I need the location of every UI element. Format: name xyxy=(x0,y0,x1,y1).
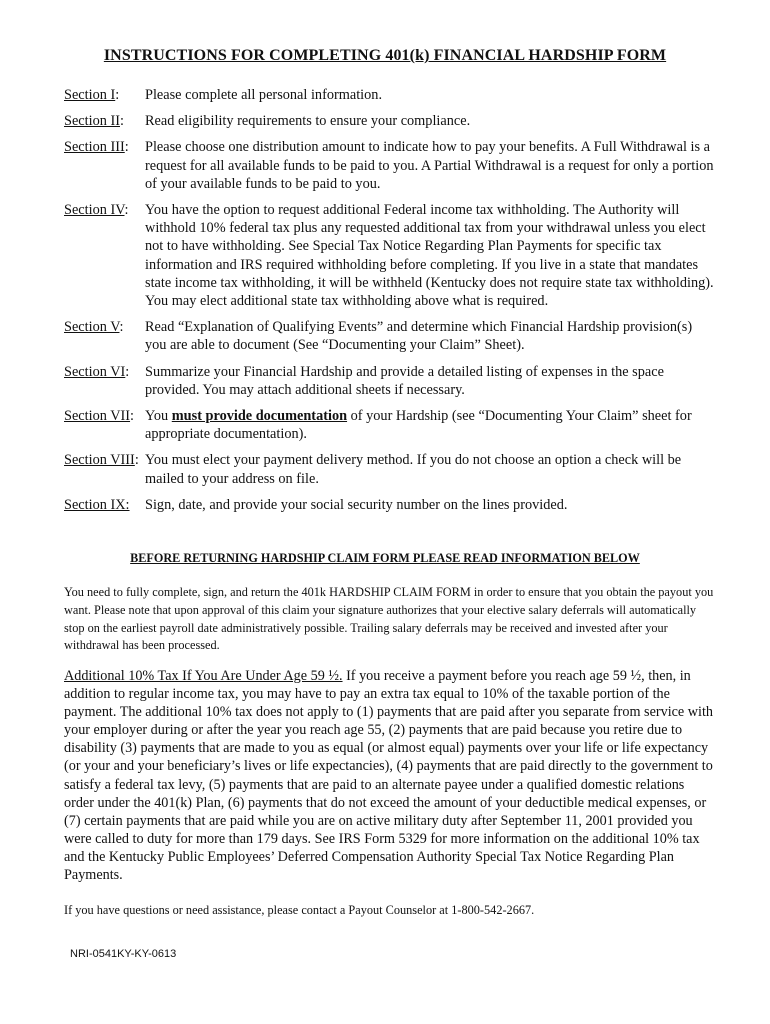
section-text: Please complete all personal information. xyxy=(145,87,383,103)
section-text: Sign, date, and provide your social security number on the lines provided. xyxy=(145,496,568,513)
section-text: Summarize your Financial Hardship and provide a detailed listing of expenses in the space provided. You may attach additional sheets if necessary. xyxy=(145,363,664,398)
section-label: Section IX: xyxy=(64,496,130,513)
section-label: Section VII: xyxy=(64,408,135,425)
contact-paragraph: If you have questions or need assistance, please contact a Payout Counselor at 1-800-542-2667. xyxy=(64,903,535,917)
section-8 xyxy=(64,451,714,487)
section-label: Section V: xyxy=(64,319,124,336)
info-subheading: BEFORE RETURNING HARDSHIP CLAIM FORM PLEASE READ INFORMATION BELOW xyxy=(130,551,640,565)
additional-tax-body: If you receive a payment before you reach age 59 ½, then, in addition to regular income tax, you may have to pay an extra tax equal to 10% of the taxable portion of the payment. The additional 10% tax does not apply to (1) payments that are paid after you separate from service with your employer during or after the year you reach age 55, (2) payments that are paid because you retire due to disability (3) payments that are made to you as equal (or almost equal) payments over your life or life expectancy (or your and your beneficiary’s lives or life expectancies), (4) payments that are paid directly to the government to satisfy a federal tax levy, (5) payments that are paid to an alternate payee under a qualified domestic relations order under the 401(k) Plan, (6) payments that do not exceed the amount of your deductible medical expenses, or (7) certain payments that are paid while you are on active military duty after September 11, 2001 provided you were called to duty for more than 179 days. See IRS Form 5329 for more information on the additional 10% tax and the Kentucky Public Employees’ Deferred Compensation Authority Special Tax Notice Regarding Plan Payments. xyxy=(64,668,714,884)
section-list xyxy=(64,86,714,522)
section-text: Read eligibility requirements to ensure your compliance. xyxy=(145,113,471,130)
section-2 xyxy=(64,112,714,130)
additional-tax-paragraph xyxy=(64,667,714,884)
section-5 xyxy=(64,318,714,354)
return-form-paragraph: You need to fully complete, sign, and return the 401k HARDSHIP CLAIM FORM in order to ensure that you obtain the payout you want. Please note that upon approval of this claim your signature authorizes that your elective salary deferrals will automatically stop on the earliest payroll date administratively possible. Trailing salary deferrals may be received and invested after your withdrawal has been processed. xyxy=(64,585,714,653)
section-1 xyxy=(64,86,714,104)
section-label: Section IV: xyxy=(64,202,129,219)
section-text: You have the option to request additional Federal income tax withholding. The Authority will withhold 10% federal tax plus any requested additional tax from your withdrawal unless you elect not to have withholding. See Special Tax Notice Regarding Plan Payments for specific tax information and IRS required withholding before completing. If you live in a state that mandates state income tax withholding, it will be withheld (Kentucky does not require state tax withholding). You may elect additional state tax withholding above what is required. xyxy=(145,202,714,310)
section-text: Read “Explanation of Qualifying Events” and determine which Financial Hardship provision(s) you are able to document (See “Documenting your Claim” Sheet). xyxy=(145,319,693,354)
page-title: INSTRUCTIONS FOR COMPLETING 401(k) FINANCIAL HARDSHIP FORM xyxy=(103,47,667,64)
section-9 xyxy=(64,496,714,514)
section-4 xyxy=(64,201,714,310)
section-text: You must elect your payment delivery method. If you do not choose an option a check will be mailed to your address on file. xyxy=(145,452,682,487)
section-3 xyxy=(64,138,714,193)
section-label: Section II: xyxy=(64,113,124,130)
additional-tax-heading: Additional 10% Tax If You Are Under Age 59 ½. xyxy=(64,668,343,684)
section-text: Please choose one distribution amount to indicate how to pay your benefits. A Full Withdrawal is a request for all available funds to be paid to you. A Partial Withdrawal is a request for only a portion of your available funds to be paid to you. xyxy=(145,139,714,192)
section-label: Section VI: xyxy=(64,363,130,380)
form-number: NRI-0541KY-KY-0613 xyxy=(70,948,177,960)
section-label: Section III: xyxy=(64,139,129,156)
section-7 xyxy=(64,407,714,443)
section-text: You must provide documentation of your Hardship (see “Documenting Your Claim” sheet for appropriate documentation). xyxy=(145,408,692,443)
section-label: Section I: xyxy=(64,87,120,103)
section-label: Section VIII: xyxy=(64,452,139,469)
section-6 xyxy=(64,363,714,399)
